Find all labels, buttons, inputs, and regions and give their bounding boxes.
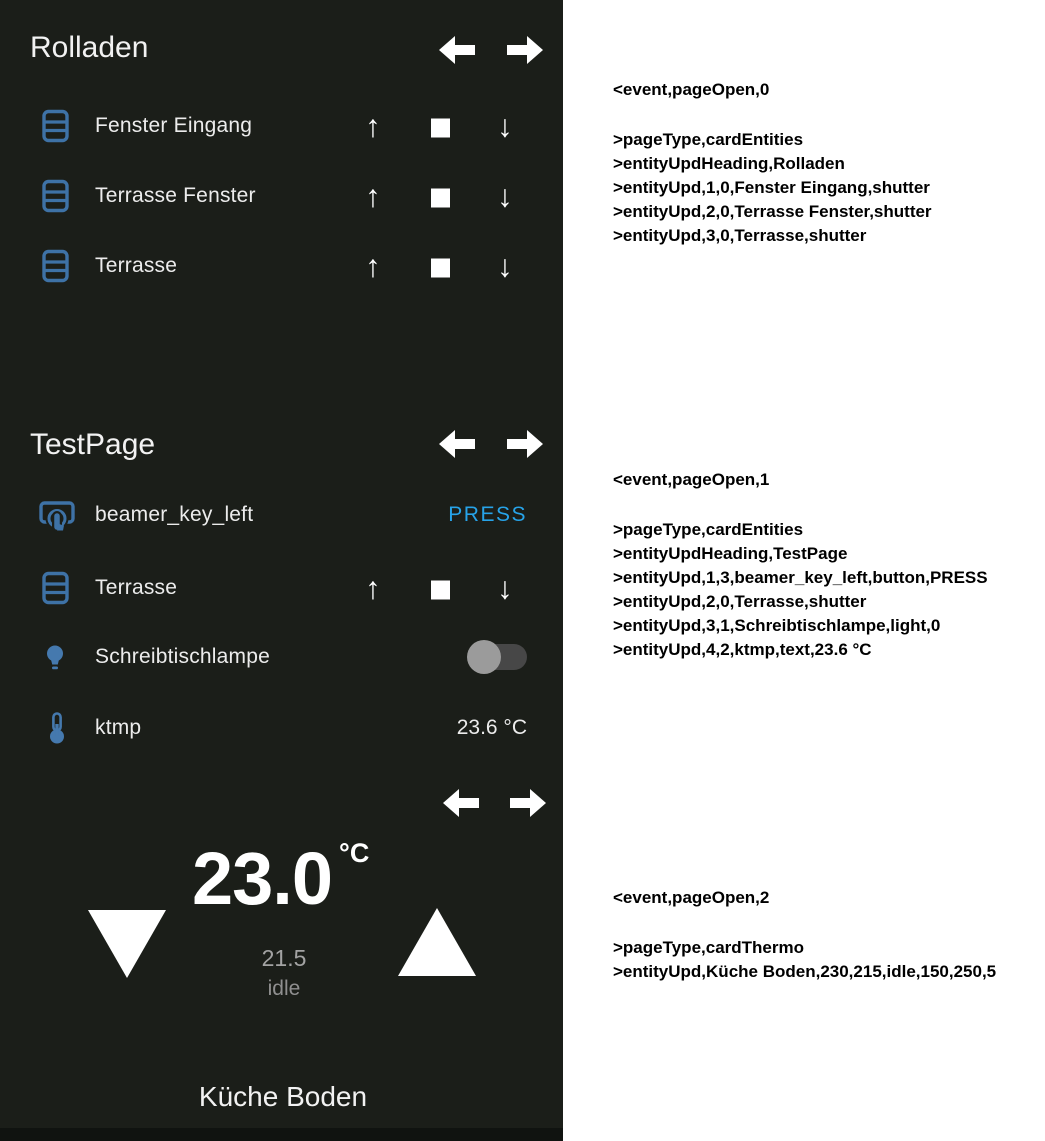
entity-label: beamer_key_left xyxy=(95,503,254,526)
log-line: >entityUpd,Küche Boden,230,215,idle,150,250,5 xyxy=(613,962,997,981)
shutter-stop-button[interactable] xyxy=(418,181,462,212)
hvac-state: idle xyxy=(267,977,301,1000)
entity-label: Fenster Eingang xyxy=(95,114,253,137)
panel-bottom-edge xyxy=(0,1128,563,1141)
shutter-stop-button[interactable] xyxy=(418,251,462,282)
arrow-left-icon xyxy=(437,33,477,67)
entity-row xyxy=(0,103,563,149)
shutter-stop-button[interactable] xyxy=(418,111,462,142)
log-line: <event,pageOpen,1 xyxy=(613,470,770,489)
entity-label: ktmp xyxy=(95,716,142,739)
shutter-up-button[interactable]: ↑ xyxy=(365,108,381,144)
window-shutter-icon xyxy=(42,110,69,143)
press-button[interactable]: PRESS xyxy=(448,503,527,526)
shutter-down-button[interactable]: ↓ xyxy=(497,178,513,214)
entity-row xyxy=(0,492,563,538)
shutter-down-button[interactable]: ↓ xyxy=(497,570,513,606)
arrow-left-icon xyxy=(437,427,477,461)
log-block xyxy=(613,468,988,662)
page-heading: Rolladen xyxy=(30,31,149,64)
light-toggle-switch[interactable] xyxy=(467,639,527,675)
log-line: >entityUpd,4,2,ktmp,text,23.6 °C xyxy=(613,640,872,659)
prev-page-button[interactable] xyxy=(437,33,477,67)
temperature-unit: °C xyxy=(339,838,370,868)
prev-page-button[interactable] xyxy=(441,786,481,820)
entity-row xyxy=(0,634,563,680)
log-line: >entityUpdHeading,Rolladen xyxy=(613,154,845,173)
entity-label: Terrasse xyxy=(95,576,178,599)
shutter-down-button[interactable]: ↓ xyxy=(497,248,513,284)
log-line: >entityUpd,3,1,Schreibtischlampe,light,0 xyxy=(613,616,941,635)
log-line: >entityUpd,2,0,Terrasse Fenster,shutter xyxy=(613,202,932,221)
next-page-button[interactable] xyxy=(508,786,548,820)
log-line: >entityUpdHeading,TestPage xyxy=(613,544,848,563)
shutter-up-button[interactable]: ↑ xyxy=(365,178,381,214)
next-page-button[interactable] xyxy=(505,33,545,67)
arrow-right-icon xyxy=(505,33,545,67)
toggle-knob xyxy=(467,640,501,674)
entity-label: Terrasse xyxy=(95,254,178,277)
temperature-value: 23.0 xyxy=(192,837,333,920)
temp-up-button[interactable] xyxy=(398,908,476,976)
log-gap xyxy=(613,492,988,518)
entity-row xyxy=(0,243,563,289)
window-shutter-icon xyxy=(42,250,69,283)
entity-label: Schreibtischlampe xyxy=(95,645,270,668)
log-line: >entityUpd,2,0,Terrasse,shutter xyxy=(613,592,867,611)
prev-page-button[interactable] xyxy=(437,427,477,461)
entity-label: Terrasse Fenster xyxy=(95,184,256,207)
arrow-right-icon xyxy=(508,786,548,820)
shutter-stop-button[interactable] xyxy=(418,573,462,604)
setpoint-value: 21.5 xyxy=(261,945,307,971)
log-block xyxy=(613,78,932,248)
arrow-left-icon xyxy=(441,786,481,820)
thermostat-title: Küche Boden xyxy=(198,1081,368,1112)
shutter-up-button[interactable]: ↑ xyxy=(365,570,381,606)
arrow-right-icon xyxy=(505,427,545,461)
log-line: >pageType,cardEntities xyxy=(613,520,804,539)
log-line: >pageType,cardEntities xyxy=(613,130,804,149)
entity-row xyxy=(0,173,563,219)
entity-value: 23.6 °C xyxy=(456,716,527,739)
stop-square-icon xyxy=(431,189,450,208)
card-testpage xyxy=(0,395,563,765)
stop-square-icon xyxy=(431,581,450,600)
log-line: <event,pageOpen,2 xyxy=(613,888,770,907)
window-shutter-icon xyxy=(42,180,69,213)
stop-square-icon xyxy=(431,259,450,278)
card-rolladen xyxy=(0,0,563,400)
shutter-down-button[interactable]: ↓ xyxy=(497,108,513,144)
log-gap xyxy=(613,910,996,936)
current-temperature xyxy=(192,837,370,920)
thermometer-icon xyxy=(45,711,69,745)
log-line: <event,pageOpen,0 xyxy=(613,80,770,99)
log-line: >pageType,cardThermo xyxy=(613,938,804,957)
next-page-button[interactable] xyxy=(505,427,545,461)
window-shutter-icon xyxy=(42,572,69,605)
gesture-tap-button-icon xyxy=(38,497,76,533)
log-line: >entityUpd,3,0,Terrasse,shutter xyxy=(613,226,867,245)
entity-row xyxy=(0,705,563,751)
temp-down-button[interactable] xyxy=(88,910,166,978)
stop-square-icon xyxy=(431,119,450,138)
log-line: >entityUpd,1,3,beamer_key_left,button,PRESS xyxy=(613,568,988,587)
page-heading: TestPage xyxy=(30,428,156,461)
log-gap xyxy=(613,102,932,128)
lightbulb-icon xyxy=(42,643,68,671)
shutter-up-button[interactable]: ↑ xyxy=(365,248,381,284)
log-line: >entityUpd,1,0,Fenster Eingang,shutter xyxy=(613,178,930,197)
entity-row xyxy=(0,565,563,611)
log-block xyxy=(613,886,996,984)
